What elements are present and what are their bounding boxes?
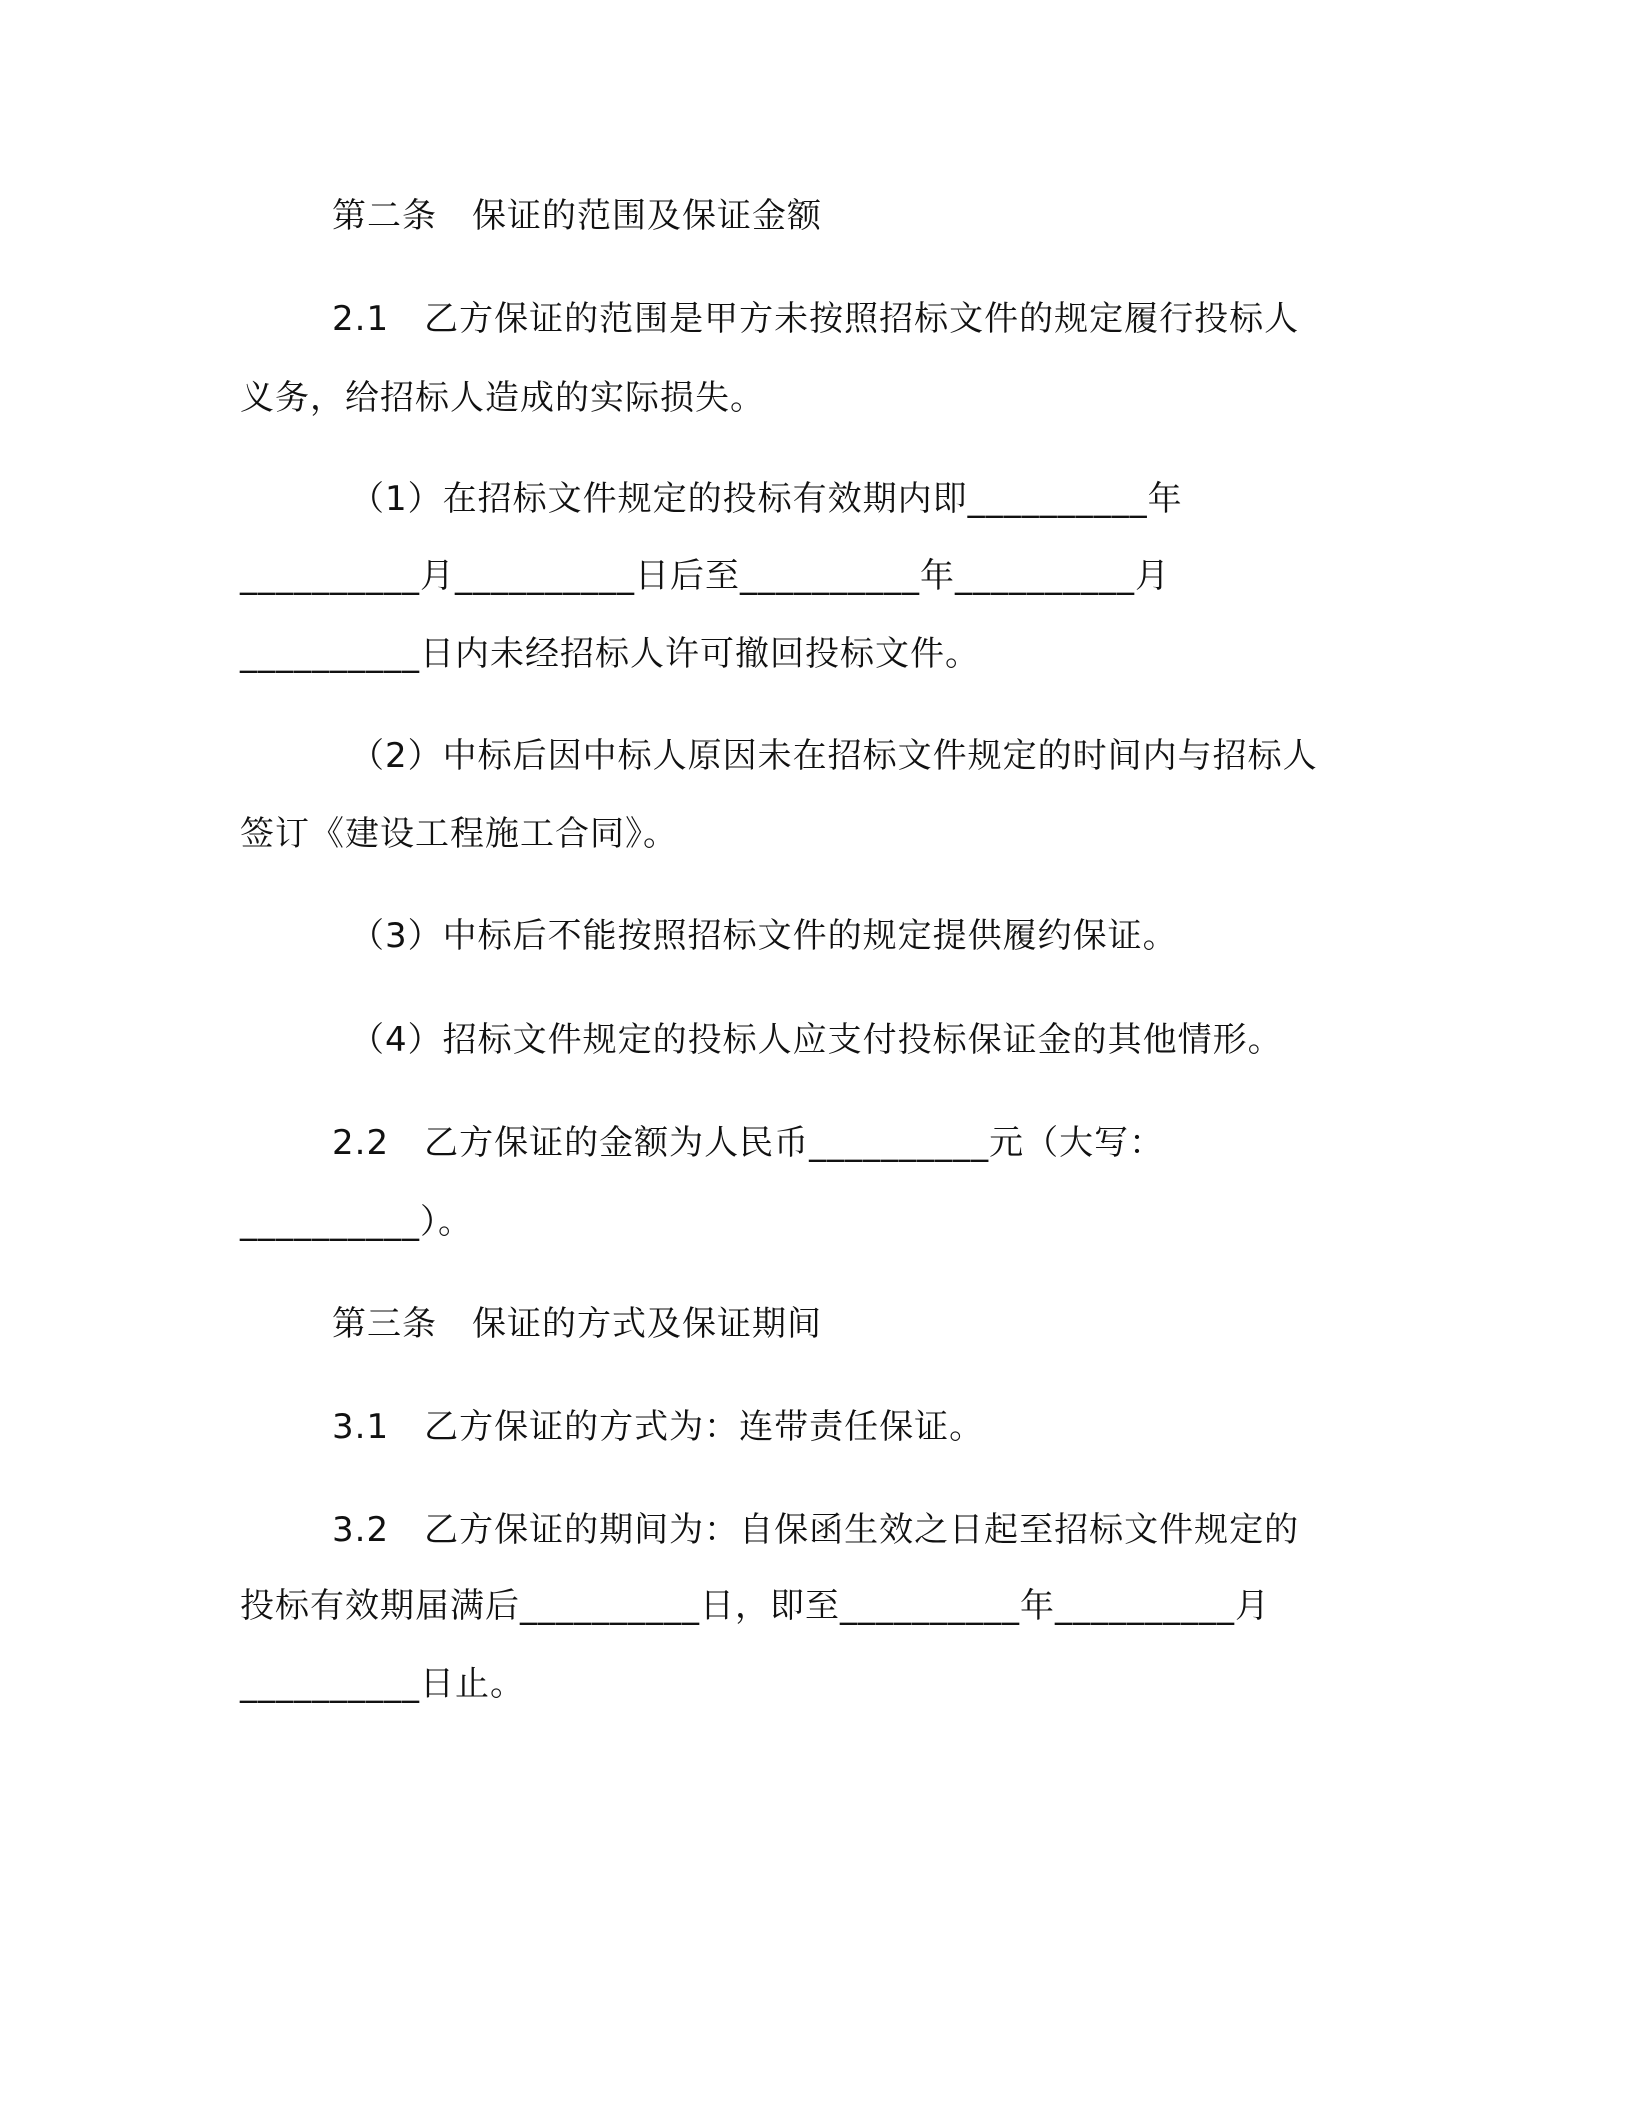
clause-2-2-line-2: __________）。 <box>240 1202 473 1242</box>
item-1-line-3: __________日内未经招标人许可撤回投标文件。 <box>240 634 980 674</box>
article-3-heading: 第三条 保证的方式及保证期间 <box>332 1304 822 1344</box>
item-1-line-2: __________月__________日后至__________年__________月 <box>240 556 1170 596</box>
article-2-heading: 第二条 保证的范围及保证金额 <box>332 196 822 236</box>
clause-3-2-line-1: 3.2 乙方保证的期间为：自保函生效之日起至招标文件规定的 <box>332 1510 1300 1550</box>
item-2-line-2: 签订《建设工程施工合同》。 <box>240 814 678 854</box>
clause-3-2-line-3: __________日止。 <box>240 1664 525 1704</box>
item-4: （4）招标文件规定的投标人应支付投标保证金的其他情形。 <box>350 1020 1283 1060</box>
clause-3-1: 3.1 乙方保证的方式为：连带责任保证。 <box>332 1407 985 1447</box>
item-2-line-1: （2）中标后因中标人原因未在招标文件规定的时间内与招标人 <box>350 736 1318 776</box>
item-3: （3）中标后不能按照招标文件的规定提供履约保证。 <box>350 916 1178 956</box>
clause-2-1-line-2: 义务，给招标人造成的实际损失。 <box>240 378 765 418</box>
clause-3-2-line-2: 投标有效期届满后__________日，即至__________年__________月 <box>240 1586 1270 1626</box>
clause-2-2-line-1: 2.2 乙方保证的金额为人民币__________元（大写： <box>332 1123 1165 1163</box>
clause-2-1-line-1: 2.1 乙方保证的范围是甲方未按照招标文件的规定履行投标人 <box>332 299 1300 339</box>
item-1-line-1: （1）在招标文件规定的投标有效期内即__________年 <box>350 479 1183 519</box>
